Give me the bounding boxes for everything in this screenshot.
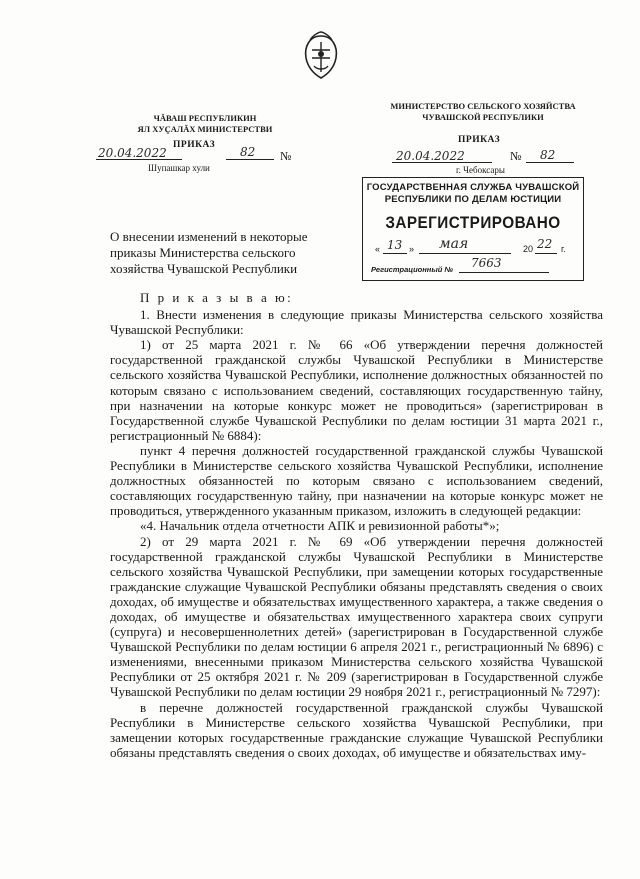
prikaz-title-left: ПРИКАЗ: [173, 140, 216, 150]
number-handwritten-right: 82: [540, 148, 556, 162]
stamp-year-prefix: 20: [523, 244, 534, 254]
paragraph-5: 2) от 29 марта 2021 г. № 69 «Об утверждении перечня должностей государственной гражданской службы Чувашской Республики в Министерстве сельского хозяйства Чувашской Республики, при замещении которых государственные гражданские служащие Чувашской Республики обязаны представлять сведения о своих доходах, об имуществе и обязательствах имущественного характера, а также сведения о доходах, об имуществе и обязательствах имущественного характера своих супруги (супруга) и несовершеннолетних детей» (зарегистрирован в Государственной службе Чувашской Республики по делам юстиции 6 апреля 2021 г., регистрационный № 6896) с изменениями, внесенными приказом Министерства сельского хозяйства Чувашской Республики от 25 октября 2021 г. № 209 (зарегистрирован в Государственной службе Чувашской Республики по делам юстиции 29 ноября 2021 г., регистрационный № 7297):: [110, 533, 603, 700]
chuvash-emblem-icon: [298, 30, 344, 82]
order-body: [110, 290, 603, 760]
stamp-year-suffix: г.: [561, 244, 566, 254]
stamp-day-handwritten: 13: [387, 238, 403, 252]
paragraph-2: 1) от 25 марта 2021 г. № 66 «Об утверждении перечня должностей государственной гражданской службы Чувашской Республики в Министерстве сельского хозяйства Чувашской Республики, исполнение должностных обязанностей по которым связано с использованием сведений, составляющих государственную тайну, при назначении на которые конкурс может не проводиться» (зарегистрирован в Государственной службе Чувашской Республики по делам юстиции 31 марта 2021 г., регистрационный № 6884):: [110, 337, 603, 443]
stamp-registered: ЗАРЕГИСТРИРОВАНО: [385, 213, 561, 232]
header-left-line2: ЯЛ ХУҪАЛĂХ МИНИСТЕРСТВИ: [137, 124, 273, 134]
paragraph-1: 1. Внести изменения в следующие приказы Министерства сельского хозяйства Чувашской Республики:: [110, 307, 603, 338]
order-subject: О внесении изменений в некоторые приказы Министерства сельского хозяйства Чувашской Республики: [110, 229, 308, 276]
paragraph-3: пункт 4 перечня должностей государственной гражданской службы Чувашской Республики в Министерстве сельского хозяйства Чувашской Республики, исполнение должностных обязанностей по которым связано с использованием сведений, составляющих государственную тайну, при назначении на которые конкурс может не проводиться, утвержденного указанным приказом, изложить в следующей редакции:: [110, 442, 603, 519]
stamp-month-handwritten: мая: [439, 236, 469, 252]
prikaz-title-right: ПРИКАЗ: [458, 135, 501, 145]
paragraph-4: «4. Начальник отдела отчетности АПК и ревизионной работы*»;: [140, 518, 500, 534]
stamp-quote-open: «: [375, 244, 381, 254]
header-left: [110, 113, 300, 135]
number-sign-left: №: [280, 149, 292, 163]
number-handwritten-left: 82: [240, 145, 256, 159]
stamp-header-line2: РЕСПУБЛИКИ ПО ДЕЛАМ ЮСТИЦИИ: [384, 194, 562, 205]
stamp-reg-label: Регистрационный №: [371, 265, 453, 274]
number-sign-right: №: [510, 149, 522, 163]
paragraph-6: в перечне должностей государственной гражданской службы Чувашской Республики в Министерстве сельского хозяйства Чувашской Республики, при замещении которых государственные гражданские служащие Чувашской Республики обязаны представлять сведения о своих доходах, об имуществе и обязательствах иму-: [110, 699, 603, 760]
city-right: г. Чебоксары: [456, 165, 505, 175]
stamp-reg-number-handwritten: 7663: [471, 256, 502, 270]
prikazyvayu-line: П р и к а з ы в а ю:: [140, 290, 294, 305]
stamp-header-line1: ГОСУДАРСТВЕННАЯ СЛУЖБА ЧУВАШСКОЙ: [366, 182, 580, 193]
date-handwritten-right: 20.04.2022: [396, 149, 465, 163]
header-right-line2: ЧУВАШСКОЙ РЕСПУБЛИКИ: [422, 112, 544, 122]
header-left-line1: ЧĂВАШ РЕСПУБЛИКИН: [153, 113, 257, 123]
header-right-line1: МИНИСТЕРСТВО СЕЛЬСКОГО ХОЗЯЙСТВА: [390, 101, 576, 111]
date-handwritten-left: 20.04.2022: [98, 146, 167, 160]
city-left: Шупашкар хули: [148, 163, 210, 173]
stamp-quote-close: »: [409, 244, 415, 254]
header-right: [378, 101, 588, 123]
stamp-header: [363, 178, 583, 206]
registration-stamp: [362, 177, 584, 281]
stamp-year-handwritten: 22: [537, 237, 553, 251]
